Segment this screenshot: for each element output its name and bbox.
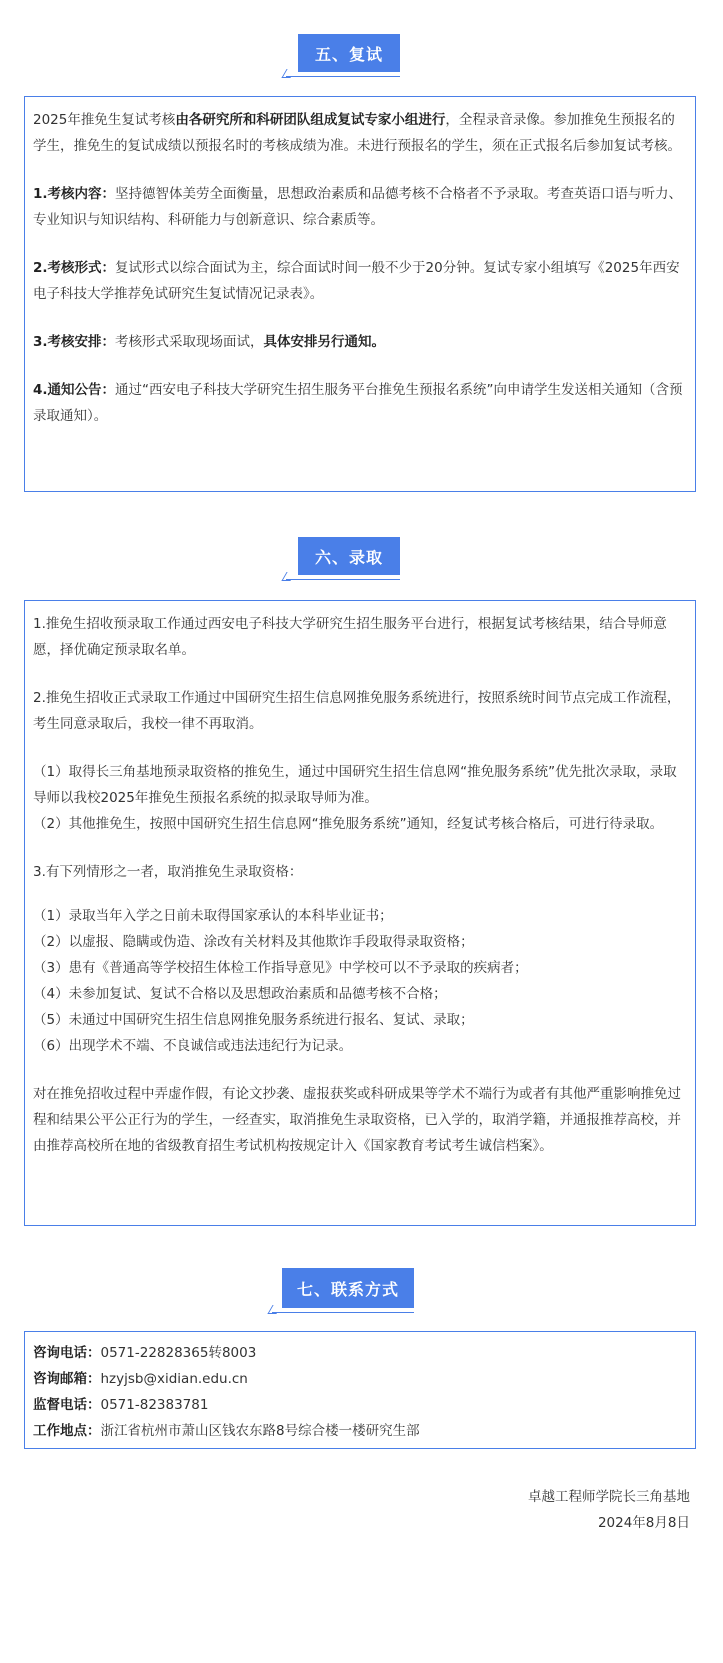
- intro-bold: 由各研究所和科研团队组成复试专家小组进行: [175, 112, 446, 128]
- section5-item2: [33, 255, 687, 307]
- list-item: （5）未通过中国研究生招生信息网推免服务系统进行报名、复试、录取；: [33, 1012, 474, 1028]
- item2-head: 2.考核形式：: [33, 260, 116, 276]
- contact-email-value[interactable]: hzyjsb@xidian.edu.cn: [100, 1371, 248, 1387]
- section5-title-underline: [286, 76, 400, 77]
- item3-text: 考核形式采取现场面试，: [115, 334, 264, 350]
- item3-bold: 具体安排另行通知。: [263, 334, 386, 350]
- footer: [390, 1484, 690, 1536]
- section5-item4: [33, 377, 687, 429]
- intro-text-rest: ，全程录音录像。参加推免生预报名的学生，推免生的复试成绩以预报名时的考核成绩为准。未进行预报名的学生，须在正式报名后参加复试考核。: [33, 112, 681, 154]
- list-item: （4）未参加复试、复试不合格以及思想政治素质和品德考核不合格；: [33, 986, 447, 1002]
- section6-p1: 1.推免生招收预录取工作通过西安电子科技大学研究生招生服务平台进行，根据复试考核结果，结合导师意愿，择优确定预录取名单。: [33, 616, 667, 658]
- work-address-value: 浙江省杭州市萧山区钱农东路8号综合楼一楼研究生部: [100, 1423, 420, 1439]
- intro-text: 2025年推免生复试考核: [33, 112, 176, 128]
- list-item: （3）患有《普通高等学校招生体检工作指导意见》中学校可以不予录取的疾病者；: [33, 960, 528, 976]
- work-address: [33, 1418, 687, 1444]
- section6-p2-2: （2）其他推免生，按照中国研究生招生信息网“推免服务系统”通知，经复试考核合格后，可进行待录取。: [33, 816, 664, 832]
- work-address-label: 工作地点：: [33, 1423, 101, 1439]
- supervision-phone-label: 监督电话：: [33, 1397, 101, 1413]
- contact-email-label: 咨询邮箱：: [33, 1371, 101, 1387]
- section7-title-underline: [272, 1312, 414, 1313]
- section6-p4: 对在推免招收过程中弄虚作假，有论文抄袭、虚报获奖或科研成果等学术不端行为或者有其他严重影响推免过程和结果公平公正行为的学生，一经查实，取消推免生录取资格，已入学的，取消学籍，并通报推荐高校，并由推荐高校所在地的省级教育招生考试机构按规定计入《国家教育考试考生诚信档案》。: [33, 1086, 681, 1154]
- contact-phone-label: 咨询电话：: [33, 1345, 101, 1361]
- footer-org: 卓越工程师学院长三角基地: [528, 1489, 690, 1505]
- section5-item1: [33, 181, 687, 233]
- item1-text: 坚持德智体美劳全面衡量，思想政治素质和品德考核不合格者不予录取。考查英语口语与听力、专业知识与知识结构、科研能力与创新意识、综合素质等。: [33, 186, 683, 228]
- section7-title: 七、联系方式: [282, 1268, 414, 1308]
- supervision-phone-value: 0571-82383781: [100, 1397, 209, 1413]
- supervision-phone: [33, 1392, 687, 1418]
- footer-date: 2024年8月8日: [597, 1515, 690, 1531]
- section6-title-underline: [286, 579, 400, 580]
- section6-title: 六、录取: [298, 537, 400, 575]
- section7-box: [24, 1331, 696, 1449]
- item3-head: 3.考核安排：: [33, 334, 116, 350]
- section6-p3: 3.有下列情形之一者，取消推免生录取资格：: [33, 864, 303, 880]
- list-item: （1）录取当年入学之日前未取得国家承认的本科毕业证书；: [33, 908, 393, 924]
- section5-item3: [33, 329, 687, 355]
- section6-p2-1: （1）取得长三角基地预录取资格的推免生，通过中国研究生招生信息网“推免服务系统”优先批次录取，录取导师以我校2025年推免生预报名系统的拟录取导师为准。: [33, 764, 677, 806]
- item4-head: 4.通知公告：: [33, 382, 116, 398]
- section6-box: [24, 600, 696, 1226]
- item4-text: 通过“西安电子科技大学研究生招生服务平台推免生预报名系统”向申请学生发送相关通知（含预录取通知）。: [33, 382, 683, 424]
- section5-title: 五、复试: [298, 34, 400, 72]
- contact-phone-value: 0571-22828365转8003: [100, 1345, 257, 1361]
- contact-phone: [33, 1340, 687, 1366]
- section5-box: [24, 96, 696, 492]
- list-item: （2）以虚报、隐瞒或伪造、涂改有关材料及其他欺诈手段取得录取资格；: [33, 934, 474, 950]
- section6-p2: 2.推免生招收正式录取工作通过中国研究生招生信息网推免服务系统进行，按照系统时间节点完成工作流程，考生同意录取后，我校一律不再取消。: [33, 690, 681, 732]
- item1-head: 1.考核内容：: [33, 186, 116, 202]
- section5-intro: [33, 107, 687, 159]
- contact-email: [33, 1366, 687, 1392]
- list-item: （6）出现学术不端、不良诚信或违法违纪行为记录。: [33, 1038, 353, 1054]
- item2-text: 复试形式以综合面试为主，综合面试时间一般不少于20分钟。复试专家小组填写《2025年西安电子科技大学推荐免试研究生复试情况记录表》。: [33, 260, 680, 302]
